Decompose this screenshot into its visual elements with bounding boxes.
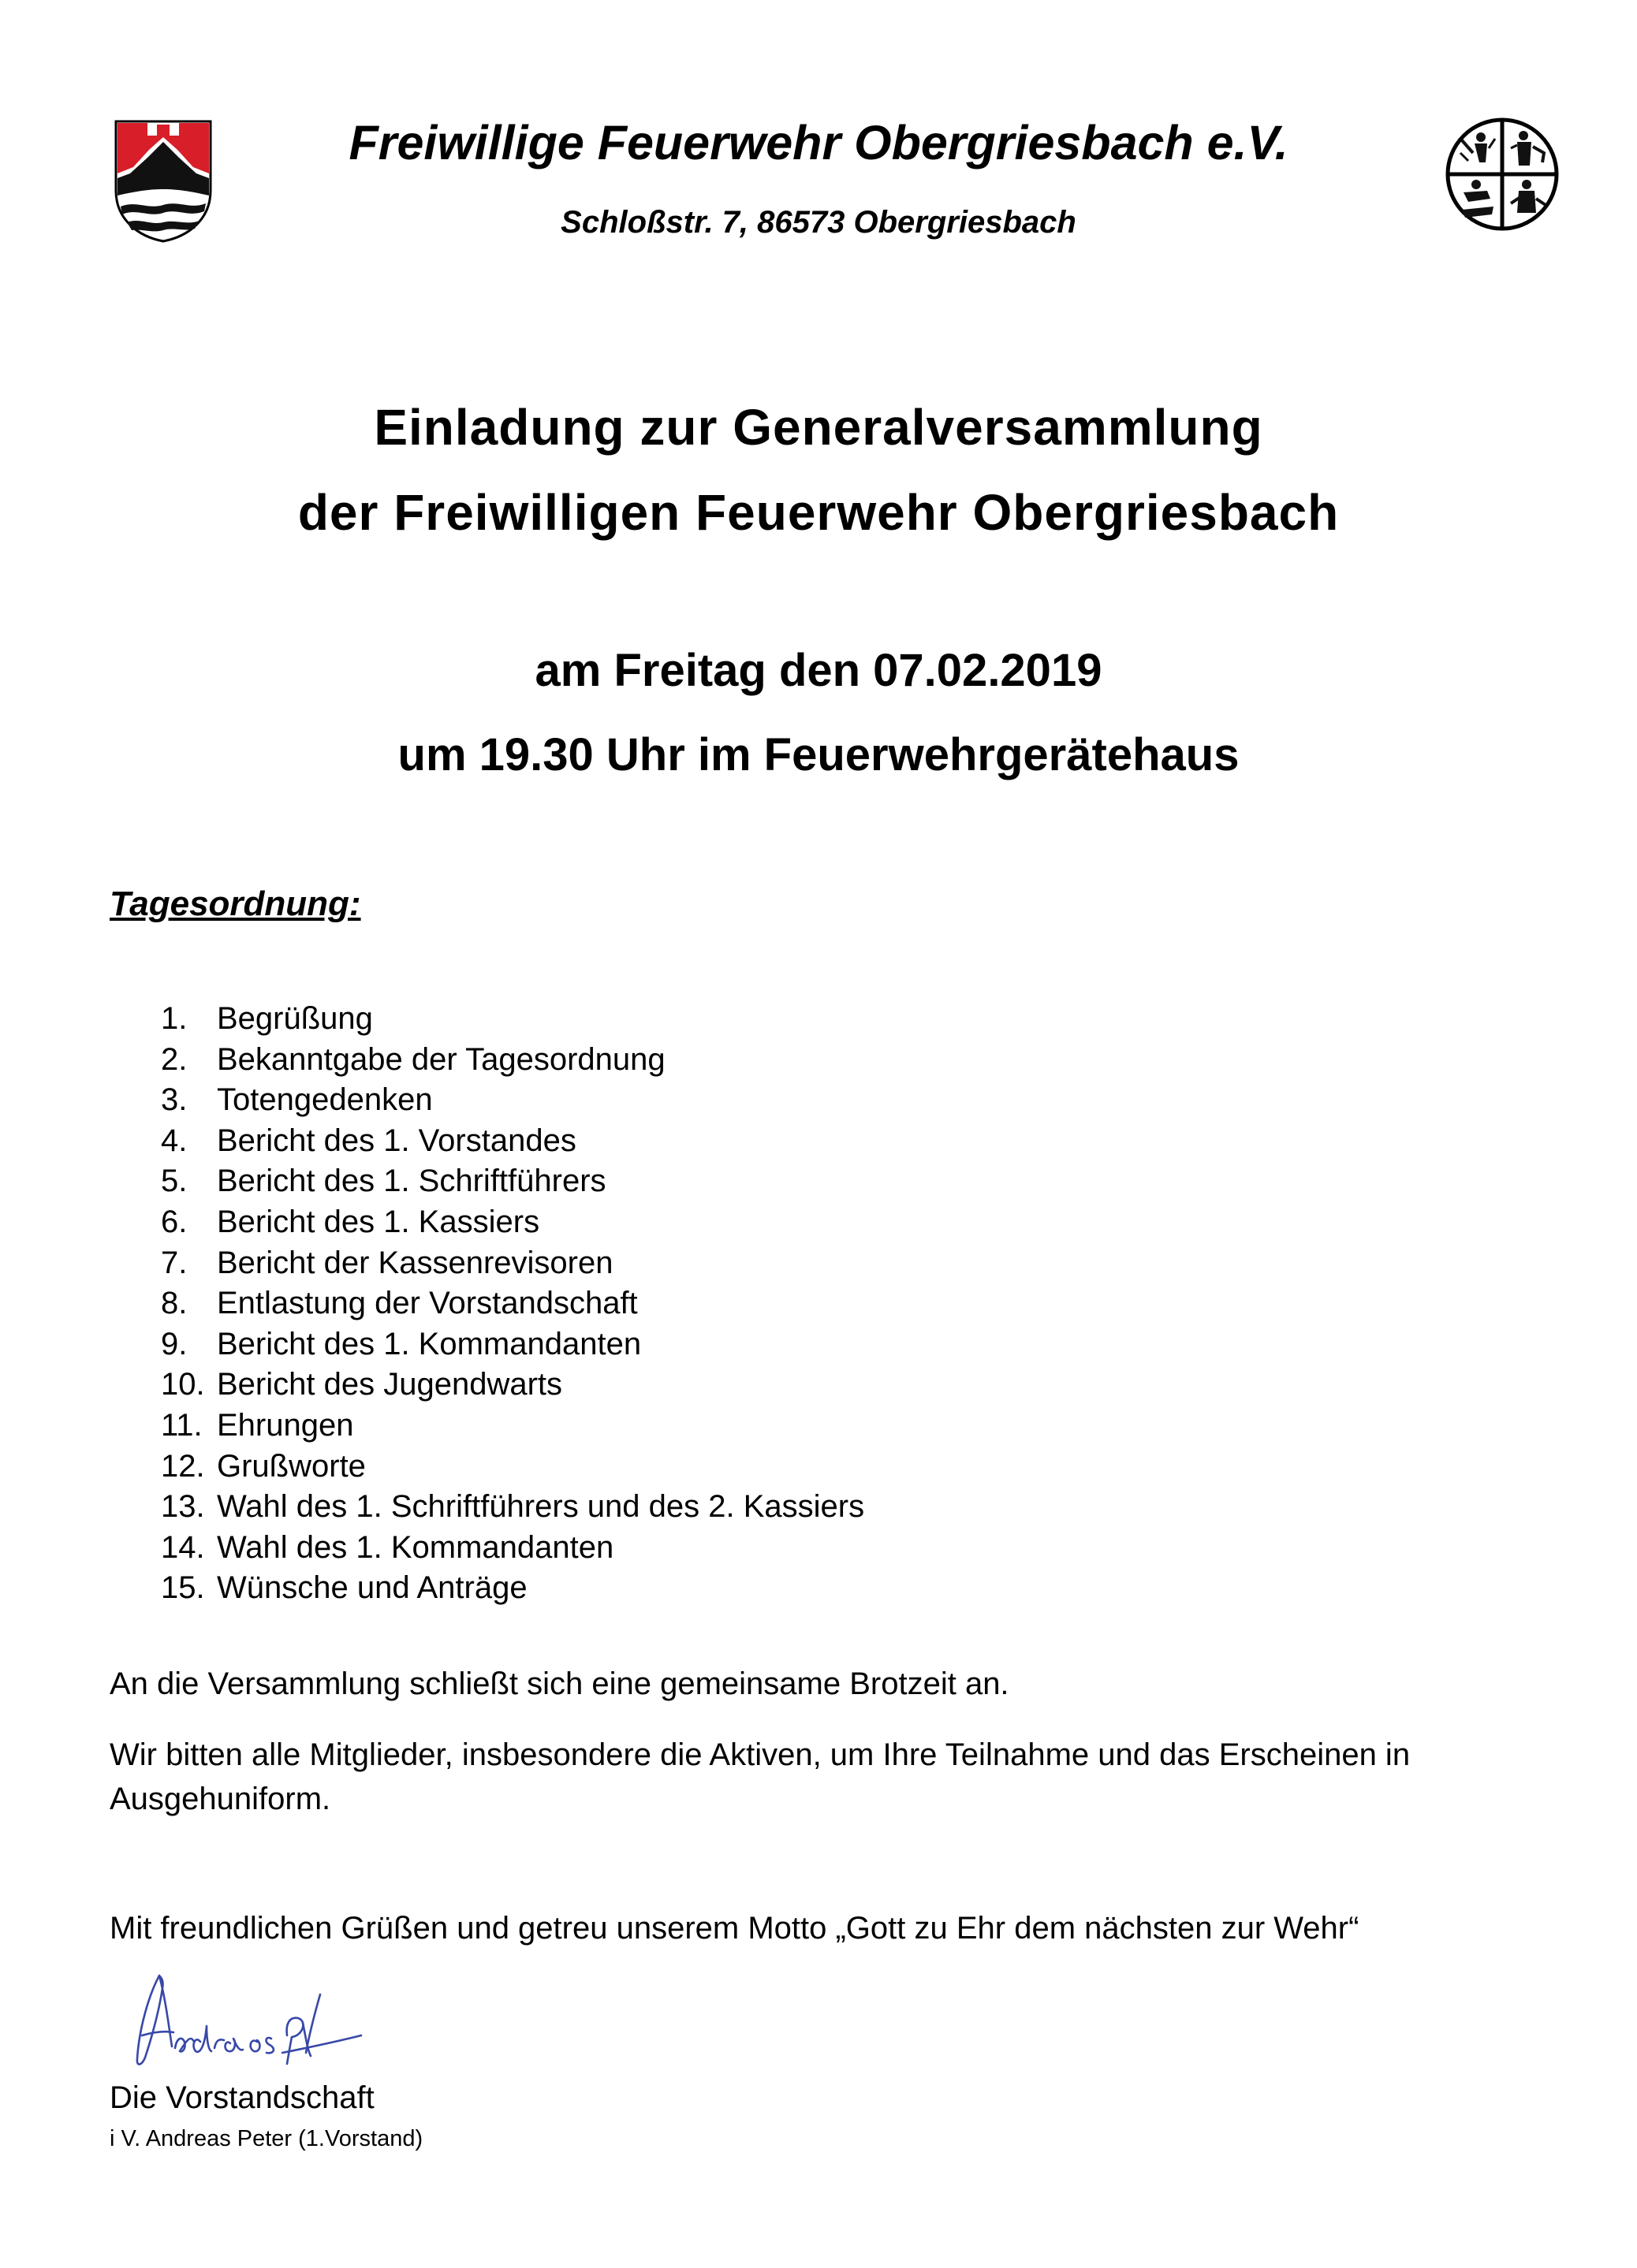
agenda-item-text: Bericht des Jugendwarts: [217, 1367, 563, 1402]
agenda-item-number: 1.: [161, 1001, 188, 1036]
agenda-item: [161, 1324, 864, 1365]
agenda-item-number: 3.: [161, 1082, 188, 1118]
agenda-item-text: Ehrungen: [217, 1407, 354, 1443]
agenda-item-text: Bericht der Kassenrevisoren: [217, 1245, 613, 1280]
agenda-item-number: 2.: [161, 1041, 188, 1077]
agenda-item-number: 12.: [161, 1448, 205, 1484]
agenda-item: [161, 1283, 864, 1324]
agenda-item-number: 13.: [161, 1489, 205, 1525]
agenda-item: [161, 1364, 864, 1405]
agenda-item: [161, 1160, 864, 1201]
agenda-item: [161, 1446, 864, 1487]
agenda-item-text: Wahl des 1. Kommandanten: [217, 1529, 614, 1565]
invitation-title: Einladung zur Generalversammlung: [374, 399, 1263, 456]
agenda-item-text: Bekanntgabe der Tagesordnung: [217, 1041, 666, 1077]
agenda-item: [161, 1120, 864, 1161]
agenda-item: [161, 1201, 864, 1242]
invitation-subtitle: der Freiwilligen Feuerwehr Obergriesbach: [297, 484, 1340, 541]
agenda-item-text: Totengedenken: [217, 1082, 433, 1118]
agenda-item-number: 7.: [161, 1245, 188, 1280]
agenda-item-number: 5.: [161, 1164, 188, 1199]
fire-brigade-emblem-icon: [1445, 117, 1560, 232]
agenda-item-number: 9.: [161, 1326, 188, 1361]
brotzeit-paragraph: An die Versammlung schließt sich eine gemeinsame Brotzeit an.: [110, 1667, 1009, 1701]
agenda-item-number: 15.: [161, 1570, 205, 1606]
agenda-item-number: 11.: [161, 1407, 203, 1443]
agenda-item: [161, 1079, 864, 1120]
organization-address: Schloßstr. 7, 86573 Obergriesbach: [561, 205, 1076, 240]
organization-name: Freiwillige Feuerwehr Obergriesbach e.V.: [349, 116, 1288, 169]
event-time-place: um 19.30 Uhr im Feuerwehrgerätehaus: [397, 729, 1240, 780]
agenda-item-number: 8.: [161, 1286, 188, 1321]
agenda-item: [161, 1567, 864, 1608]
agenda-item-number: 10.: [161, 1367, 205, 1402]
agenda-item-number: 14.: [161, 1529, 205, 1565]
attendance-paragraph: Wir bitten alle Mitglieder, insbesondere die Aktiven, um Ihre Teilnahme und das Erscheinen in Ausgehuniform.: [110, 1737, 1411, 1816]
event-date: am Freitag den 07.02.2019: [535, 645, 1102, 696]
agenda-item-text: Bericht des 1. Kassiers: [217, 1204, 540, 1239]
agenda-item: [161, 1242, 864, 1283]
signatory-name: i V. Andreas Peter (1.Vorstand): [110, 2126, 423, 2151]
agenda-item-text: Grußworte: [217, 1448, 366, 1484]
agenda-item-text: Bericht des 1. Vorstandes: [217, 1123, 576, 1158]
handwritten-signature: [125, 1960, 369, 2078]
agenda-list: [161, 998, 864, 1608]
agenda-item: [161, 1405, 864, 1446]
agenda-item-text: Wahl des 1. Schriftführers und des 2. Kassiers: [217, 1489, 865, 1525]
agenda-item: [161, 1527, 864, 1568]
agenda-item-text: Bericht des 1. Kommandanten: [217, 1326, 642, 1361]
agenda-item-text: Entlastung der Vorstandschaft: [217, 1286, 638, 1321]
agenda-item-number: 6.: [161, 1204, 188, 1239]
agenda-item: [161, 998, 864, 1039]
agenda-item: [161, 1486, 864, 1527]
agenda-item-text: Wünsche und Anträge: [217, 1570, 528, 1606]
agenda-item-text: Bericht des 1. Schriftführers: [217, 1164, 606, 1199]
agenda-item: [161, 1039, 864, 1080]
agenda-item-number: 4.: [161, 1123, 188, 1158]
agenda-item-text: Begrüßung: [217, 1001, 373, 1036]
closing-greeting: Mit freundlichen Grüßen und getreu unserem Motto „Gott zu Ehr dem nächsten zur Wehr“: [110, 1911, 1359, 1946]
agenda-heading: Tagesordnung:: [110, 884, 361, 923]
coat-of-arms-icon: [113, 118, 214, 243]
signatory-title: Die Vorstandschaft: [110, 2080, 375, 2115]
